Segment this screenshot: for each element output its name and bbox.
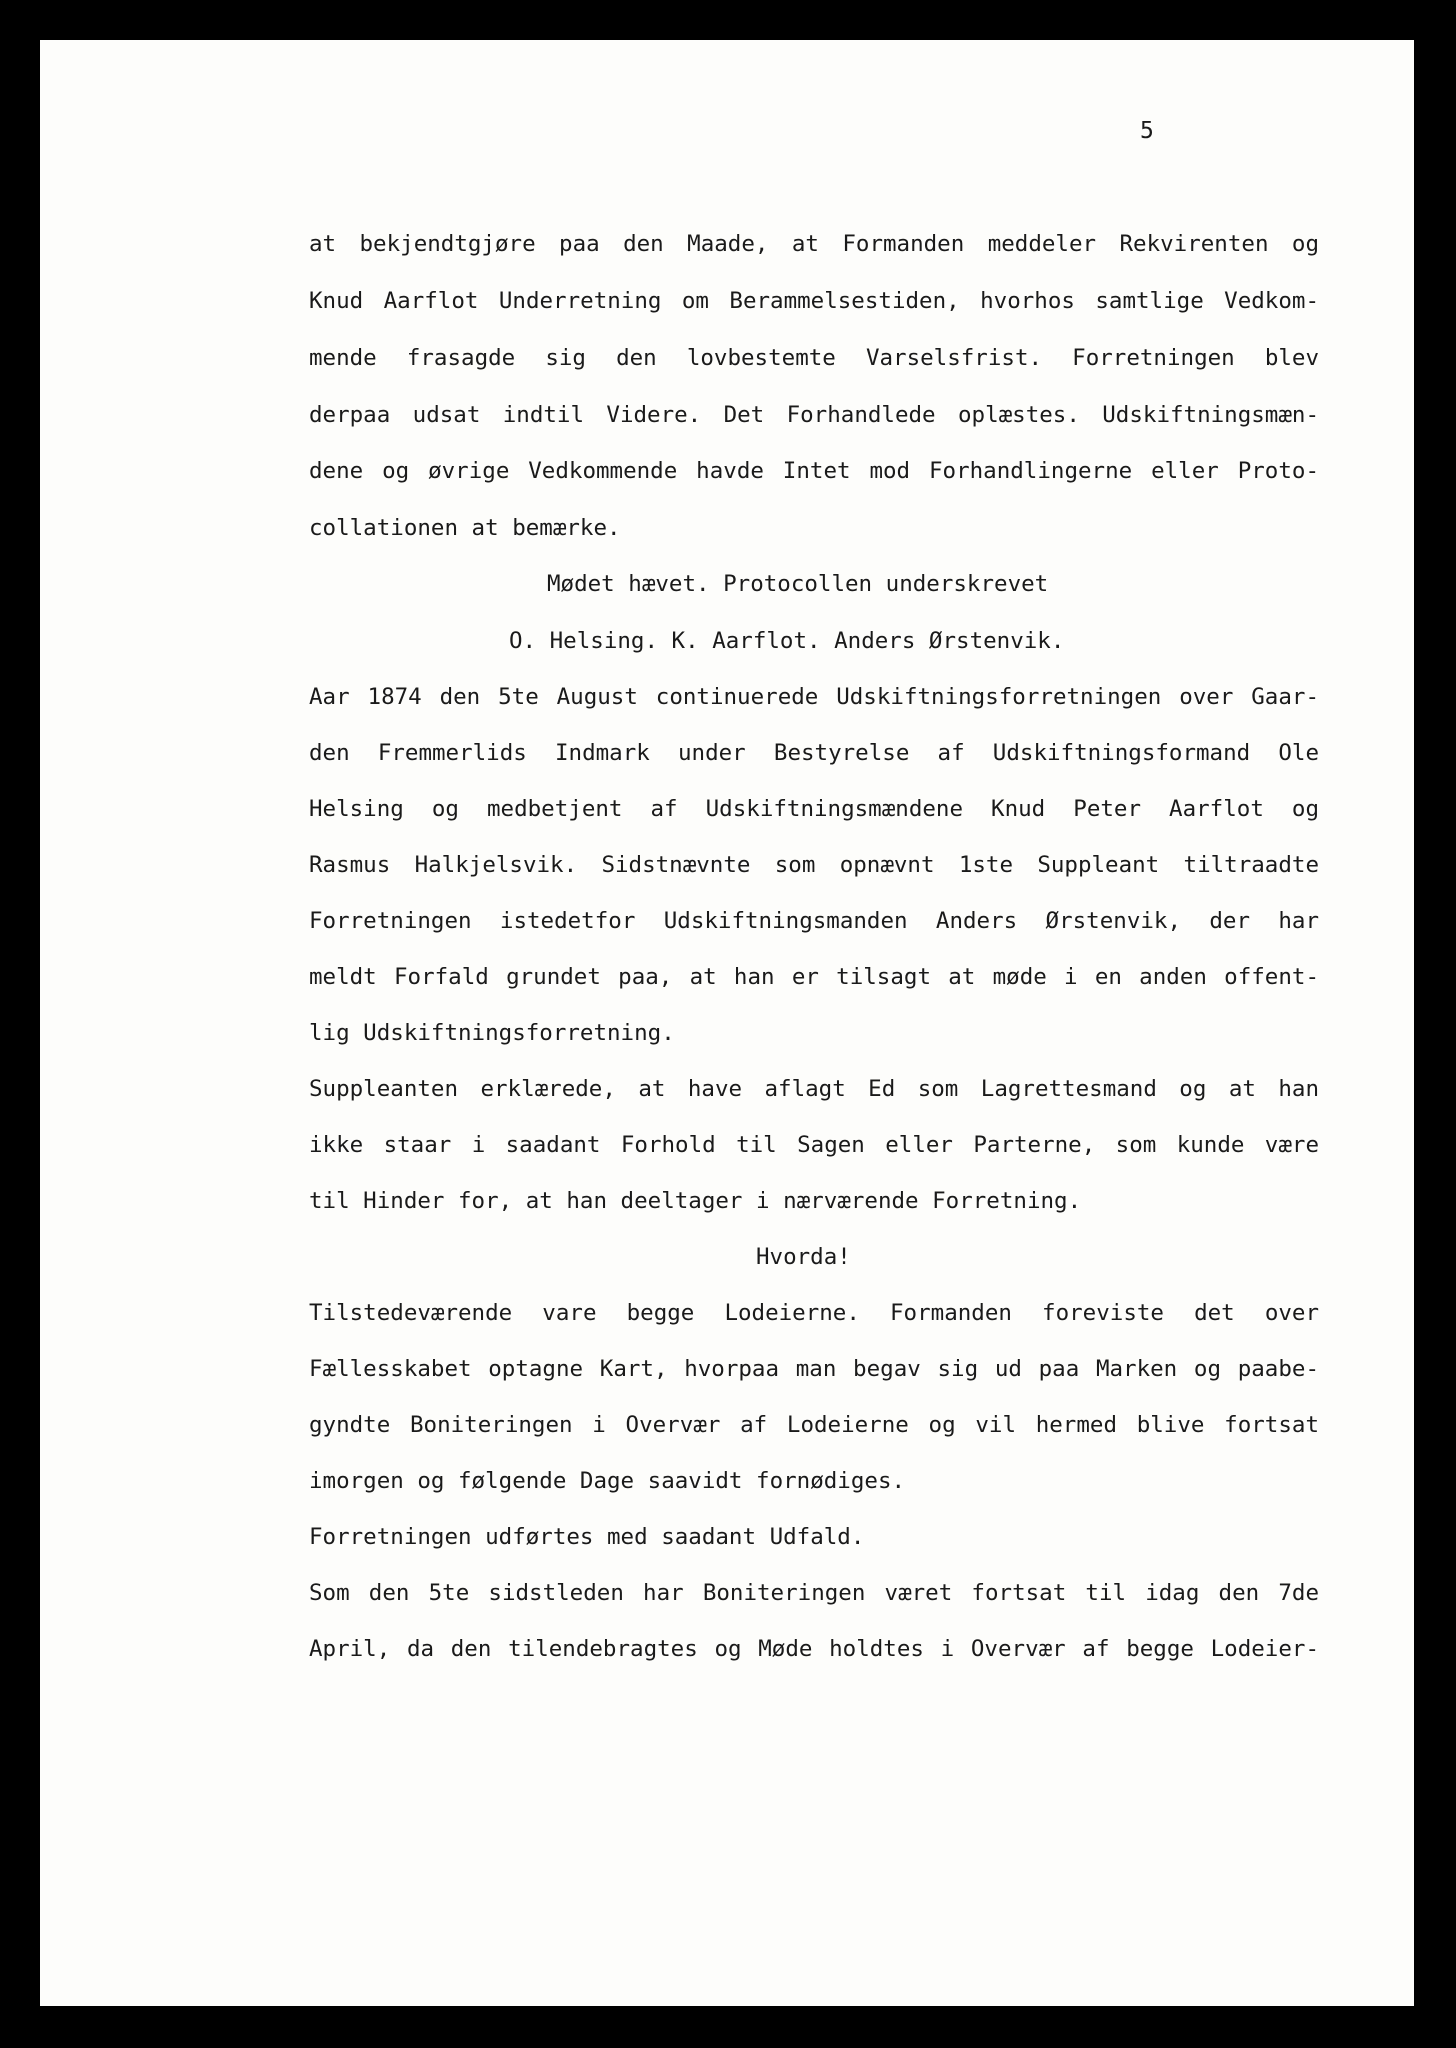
text-line: derpaa udsat indtil Videre. Det Forhandlede oplæstes. Udskiftningsmæn- bbox=[309, 402, 1319, 428]
text-line: at bekjendtgjøre paa den Maade, at Formanden meddeler Rekvirenten og bbox=[309, 231, 1319, 257]
text-line: imorgen og følgende Dage saavidt fornødiges. bbox=[309, 1468, 906, 1494]
centered-line: Mødet hævet. Protocollen underskrevet bbox=[547, 571, 1049, 597]
centered-line: Hvorda! bbox=[756, 1244, 851, 1270]
text-line: Aar 1874 den 5te August continuerede Udskiftningsforretningen over Gaar- bbox=[309, 684, 1319, 710]
text-line: gyndte Boniteringen i Overvær af Lodeierne og vil hermed blive fortsat bbox=[309, 1412, 1319, 1438]
text-line: den Fremmerlids Indmark under Bestyrelse af Udskiftningsformand Ole bbox=[309, 740, 1319, 766]
text-line: Som den 5te sidstleden har Boniteringen været fortsat til idag den 7de bbox=[309, 1580, 1319, 1606]
text-line: Helsing og medbetjent af Udskiftningsmændene Knud Peter Aarflot og bbox=[309, 796, 1319, 822]
signatures-line: O. Helsing. K. Aarflot. Anders Ørstenvik. bbox=[509, 628, 1065, 654]
text-line: Forretningen istedetfor Udskiftningsmanden Anders Ørstenvik, der har bbox=[309, 908, 1319, 934]
text-line: ikke staar i saadant Forhold til Sagen eller Parterne, som kunde være bbox=[309, 1132, 1319, 1158]
text-line: dene og øvrige Vedkommende havde Intet mod Forhandlingerne eller Proto- bbox=[309, 458, 1319, 484]
text-line: Forretningen udførtes med saadant Udfald. bbox=[309, 1524, 865, 1550]
page-number: 5 bbox=[1140, 118, 1154, 144]
text-line: mende frasagde sig den lovbestemte Varselsfrist. Forretningen blev bbox=[309, 345, 1319, 371]
text-line: lig Udskiftningsforretning. bbox=[309, 1020, 675, 1046]
text-line: Rasmus Halkjelsvik. Sidstnævnte som opnævnt 1ste Suppleant tiltraadte bbox=[309, 852, 1319, 878]
text-line: Knud Aarflot Underretning om Berammelsestiden, hvorhos samtlige Vedkom- bbox=[309, 288, 1319, 314]
text-line: meldt Forfald grundet paa, at han er tilsagt at møde i en anden offent- bbox=[309, 964, 1319, 990]
text-line: April, da den tilendebragtes og Møde holdtes i Overvær af begge Lodeier- bbox=[309, 1636, 1319, 1662]
text-line: Fællesskabet optagne Kart, hvorpaa man begav sig ud paa Marken og paabe- bbox=[309, 1356, 1319, 1382]
text-line: Tilstedeværende vare begge Lodeierne. Formanden foreviste det over bbox=[309, 1300, 1319, 1326]
text-line: collationen at bemærke. bbox=[309, 515, 621, 541]
text-line: til Hinder for, at han deeltager i nærværende Forretning. bbox=[309, 1188, 1082, 1214]
text-line: Suppleanten erklærede, at have aflagt Ed som Lagrettesmand og at han bbox=[309, 1076, 1319, 1102]
